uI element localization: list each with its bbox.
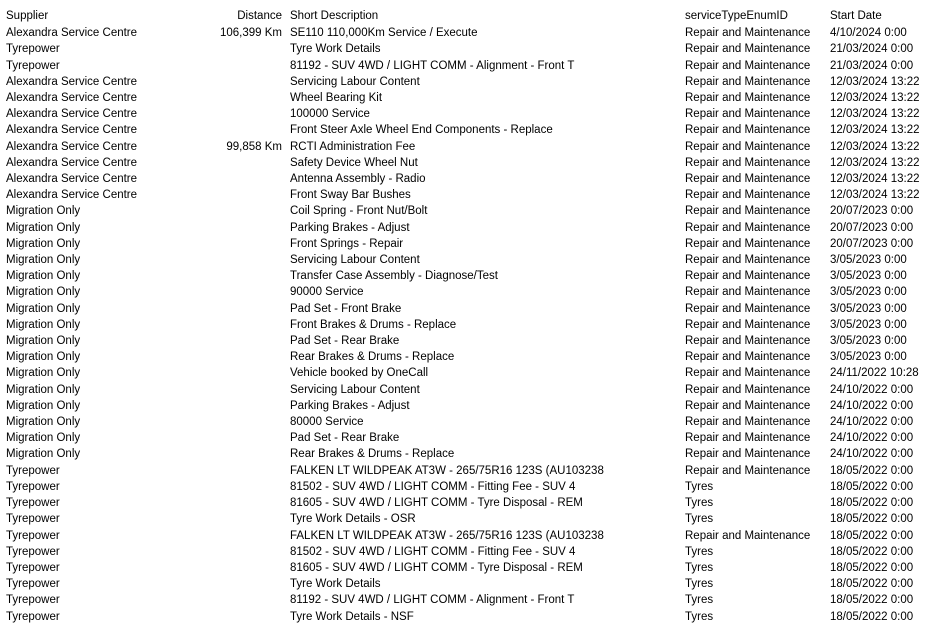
cell-service-type: Repair and Maintenance — [685, 59, 811, 72]
cell-distance — [218, 171, 290, 187]
cell-distance — [218, 90, 290, 106]
cell-short-description: 81605 - SUV 4WD / LIGHT COMM - Tyre Disposal - REM — [290, 497, 583, 510]
cell-service-type: Repair and Maintenance — [685, 124, 811, 137]
cell-start-date: 24/10/2022 0:00 — [830, 383, 914, 396]
cell-supplier: Migration Only — [6, 416, 81, 429]
cell-distance — [218, 268, 290, 284]
cell-distance — [218, 41, 290, 57]
cell-service-type: Repair and Maintenance — [685, 448, 811, 461]
cell-service-type: Repair and Maintenance — [685, 318, 811, 331]
cell-start-date: 24/10/2022 0:00 — [830, 448, 914, 461]
cell-start-date: 3/05/2023 0:00 — [830, 351, 907, 364]
table-row[interactable] — [6, 155, 940, 171]
cell-supplier: Tyrepower — [6, 59, 60, 72]
cell-start-date: 20/07/2023 0:00 — [830, 205, 914, 218]
table-row[interactable] — [6, 74, 940, 90]
cell-distance — [218, 495, 290, 511]
cell-distance — [218, 317, 290, 333]
cell-short-description: Tyre Work Details - OSR — [290, 513, 416, 526]
cell-service-type: Repair and Maintenance — [685, 302, 811, 315]
cell-supplier: Tyrepower — [6, 513, 60, 526]
cell-distance — [218, 74, 290, 90]
cell-start-date: 12/03/2024 13:22 — [830, 75, 920, 88]
cell-start-date: 24/10/2022 0:00 — [830, 432, 914, 445]
cell-start-date: 12/03/2024 13:22 — [830, 92, 920, 105]
table-row[interactable] — [6, 365, 940, 381]
table-header — [6, 8, 940, 25]
cell-start-date: 12/03/2024 13:22 — [830, 189, 920, 202]
cell-start-date: 18/05/2022 0:00 — [830, 480, 914, 493]
cell-start-date: 12/03/2024 13:22 — [830, 108, 920, 121]
cell-start-date: 12/03/2024 13:22 — [830, 156, 920, 169]
table-row[interactable] — [6, 430, 940, 446]
cell-supplier: Migration Only — [6, 432, 81, 445]
cell-service-type: Repair and Maintenance — [685, 367, 811, 380]
cell-start-date: 12/03/2024 13:22 — [830, 124, 920, 137]
cell-short-description: 81192 - SUV 4WD / LIGHT COMM - Alignment - Front T — [290, 594, 575, 607]
cell-start-date: 20/07/2023 0:00 — [830, 221, 914, 234]
cell-distance — [218, 220, 290, 236]
cell-short-description: Pad Set - Front Brake — [290, 302, 402, 315]
cell-distance — [218, 479, 290, 495]
cell-supplier: Alexandra Service Centre — [6, 156, 138, 169]
cell-supplier: Tyrepower — [6, 594, 60, 607]
cell-distance — [218, 122, 290, 138]
cell-start-date: 18/05/2022 0:00 — [830, 578, 914, 591]
cell-supplier: Tyrepower — [6, 610, 60, 623]
column-header-supplier: Supplier — [6, 10, 49, 22]
cell-distance — [218, 187, 290, 203]
cell-short-description: Servicing Labour Content — [290, 254, 420, 267]
cell-service-type: Repair and Maintenance — [685, 156, 811, 169]
table-row[interactable] — [6, 106, 940, 122]
cell-short-description: Tyre Work Details — [290, 43, 381, 56]
cell-supplier: Migration Only — [6, 448, 81, 461]
cell-short-description: Wheel Bearing Kit — [290, 92, 383, 105]
service-history-table — [6, 8, 940, 625]
cell-service-type: Repair and Maintenance — [685, 43, 811, 56]
cell-supplier: Migration Only — [6, 367, 81, 380]
cell-supplier: Tyrepower — [6, 545, 60, 558]
cell-distance — [218, 528, 290, 544]
table-row[interactable] — [6, 382, 940, 398]
cell-supplier: Migration Only — [6, 221, 81, 234]
cell-start-date: 12/03/2024 13:22 — [830, 173, 920, 186]
cell-service-type: Repair and Maintenance — [685, 416, 811, 429]
cell-service-type: Repair and Maintenance — [685, 351, 811, 364]
cell-service-type: Repair and Maintenance — [685, 432, 811, 445]
cell-short-description: 81502 - SUV 4WD / LIGHT COMM - Fitting Fee - SUV 4 — [290, 545, 576, 558]
cell-short-description: 81502 - SUV 4WD / LIGHT COMM - Fitting Fee - SUV 4 — [290, 480, 576, 493]
cell-distance — [218, 592, 290, 608]
table-row[interactable] — [6, 495, 940, 511]
cell-supplier: Migration Only — [6, 270, 81, 283]
cell-short-description: Rear Brakes & Drums - Replace — [290, 351, 455, 364]
cell-distance — [218, 203, 290, 219]
cell-start-date: 18/05/2022 0:00 — [830, 594, 914, 607]
table-row[interactable] — [6, 187, 940, 203]
cell-service-type: Repair and Maintenance — [685, 254, 811, 267]
cell-short-description: Servicing Labour Content — [290, 75, 420, 88]
cell-service-type: Tyres — [685, 545, 714, 558]
cell-service-type: Repair and Maintenance — [685, 221, 811, 234]
cell-distance — [218, 414, 290, 430]
cell-supplier: Migration Only — [6, 237, 81, 250]
cell-supplier: Alexandra Service Centre — [6, 173, 138, 186]
cell-service-type: Tyres — [685, 480, 714, 493]
cell-start-date: 21/03/2024 0:00 — [830, 59, 914, 72]
cell-start-date: 18/05/2022 0:00 — [830, 513, 914, 526]
table-header-row — [6, 8, 940, 25]
cell-start-date: 21/03/2024 0:00 — [830, 43, 914, 56]
cell-supplier: Migration Only — [6, 335, 81, 348]
table-row[interactable] — [6, 446, 940, 462]
cell-service-type: Tyres — [685, 610, 714, 623]
cell-short-description: Servicing Labour Content — [290, 383, 420, 396]
cell-start-date: 24/10/2022 0:00 — [830, 416, 914, 429]
cell-service-type: Repair and Maintenance — [685, 92, 811, 105]
table-row[interactable] — [6, 349, 940, 365]
cell-supplier: Migration Only — [6, 302, 81, 315]
cell-service-type: Repair and Maintenance — [685, 529, 811, 542]
cell-supplier: Tyrepower — [6, 497, 60, 510]
cell-supplier: Alexandra Service Centre — [6, 108, 138, 121]
table-row[interactable] — [6, 171, 940, 187]
table-row[interactable] — [6, 90, 940, 106]
cell-distance — [218, 236, 290, 252]
cell-distance — [218, 576, 290, 592]
table-row[interactable] — [6, 220, 940, 236]
cell-short-description: Tyre Work Details — [290, 578, 381, 591]
cell-service-type: Repair and Maintenance — [685, 286, 811, 299]
cell-short-description: Front Sway Bar Bushes — [290, 189, 411, 202]
table-row[interactable] — [6, 139, 940, 155]
cell-short-description: 81605 - SUV 4WD / LIGHT COMM - Tyre Disposal - REM — [290, 561, 583, 574]
cell-supplier: Tyrepower — [6, 464, 60, 477]
cell-service-type: Repair and Maintenance — [685, 270, 811, 283]
cell-start-date: 4/10/2024 0:00 — [830, 27, 907, 40]
cell-distance: 106,399 Km — [219, 27, 282, 40]
cell-service-type: Repair and Maintenance — [685, 205, 811, 218]
cell-service-type: Repair and Maintenance — [685, 237, 811, 250]
cell-start-date: 24/10/2022 0:00 — [830, 399, 914, 412]
cell-start-date: 3/05/2023 0:00 — [830, 254, 907, 267]
cell-supplier: Tyrepower — [6, 561, 60, 574]
cell-supplier: Migration Only — [6, 286, 81, 299]
cell-service-type: Repair and Maintenance — [685, 75, 811, 88]
cell-start-date: 18/05/2022 0:00 — [830, 464, 914, 477]
cell-service-type: Repair and Maintenance — [685, 27, 811, 40]
cell-short-description: Tyre Work Details - NSF — [290, 610, 414, 623]
cell-start-date: 18/05/2022 0:00 — [830, 610, 914, 623]
cell-service-type: Repair and Maintenance — [685, 108, 811, 121]
cell-short-description: Parking Brakes - Adjust — [290, 221, 410, 234]
cell-service-type: Tyres — [685, 497, 714, 510]
column-header-service-type-enum-id: serviceTypeEnumID — [685, 10, 788, 22]
cell-supplier: Alexandra Service Centre — [6, 140, 138, 153]
cell-distance — [218, 252, 290, 268]
cell-supplier: Alexandra Service Centre — [6, 124, 138, 137]
cell-distance — [218, 301, 290, 317]
cell-start-date: 18/05/2022 0:00 — [830, 529, 914, 542]
cell-short-description: 80000 Service — [290, 416, 364, 429]
table-row[interactable] — [6, 463, 940, 479]
table-row[interactable] — [6, 252, 940, 268]
cell-short-description: Front Brakes & Drums - Replace — [290, 318, 457, 331]
cell-supplier: Migration Only — [6, 351, 81, 364]
cell-supplier: Tyrepower — [6, 578, 60, 591]
table-row[interactable] — [6, 284, 940, 300]
cell-supplier: Migration Only — [6, 383, 81, 396]
column-header-short-description: Short Description — [290, 10, 379, 22]
cell-service-type: Repair and Maintenance — [685, 173, 811, 186]
cell-start-date: 18/05/2022 0:00 — [830, 545, 914, 558]
cell-distance — [218, 560, 290, 576]
table-row[interactable] — [6, 560, 940, 576]
cell-distance — [218, 446, 290, 462]
cell-service-type: Tyres — [685, 594, 714, 607]
cell-start-date: 12/03/2024 13:22 — [830, 140, 920, 153]
cell-distance — [218, 544, 290, 560]
table-row[interactable] — [6, 576, 940, 592]
cell-distance — [218, 398, 290, 414]
table-row[interactable] — [6, 122, 940, 138]
cell-start-date: 18/05/2022 0:00 — [830, 561, 914, 574]
cell-distance — [218, 106, 290, 122]
table-row[interactable] — [6, 333, 940, 349]
cell-distance — [218, 349, 290, 365]
cell-start-date: 3/05/2023 0:00 — [830, 286, 907, 299]
cell-service-type: Repair and Maintenance — [685, 399, 811, 412]
cell-supplier: Alexandra Service Centre — [6, 189, 138, 202]
cell-short-description: SE110 110,000Km Service / Execute — [290, 27, 478, 40]
cell-short-description: Coil Spring - Front Nut/Bolt — [290, 205, 428, 218]
cell-distance — [218, 382, 290, 398]
table-row[interactable] — [6, 58, 940, 74]
table-row[interactable] — [6, 592, 940, 608]
cell-distance — [218, 58, 290, 74]
cell-start-date: 24/11/2022 10:28 — [830, 367, 919, 380]
table-row[interactable] — [6, 511, 940, 527]
cell-short-description: 100000 Service — [290, 108, 370, 121]
cell-distance — [218, 609, 290, 625]
cell-supplier: Tyrepower — [6, 43, 60, 56]
cell-short-description: Parking Brakes - Adjust — [290, 399, 410, 412]
cell-short-description: FALKEN LT WILDPEAK AT3W - 265/75R16 123S (AU103238 — [290, 464, 604, 477]
cell-service-type: Tyres — [685, 561, 714, 574]
table-row[interactable] — [6, 544, 940, 560]
column-header-distance: Distance — [237, 10, 282, 22]
cell-service-type: Repair and Maintenance — [685, 464, 811, 477]
cell-short-description: Safety Device Wheel Nut — [290, 156, 418, 169]
cell-short-description: Front Steer Axle Wheel End Components - Replace — [290, 124, 553, 137]
cell-start-date: 18/05/2022 0:00 — [830, 497, 914, 510]
table-row[interactable] — [6, 479, 940, 495]
cell-distance — [218, 155, 290, 171]
cell-service-type: Tyres — [685, 578, 714, 591]
cell-short-description: RCTI Administration Fee — [290, 140, 416, 153]
cell-distance — [218, 430, 290, 446]
cell-short-description: Pad Set - Rear Brake — [290, 432, 400, 445]
table-row[interactable] — [6, 398, 940, 414]
table-row[interactable] — [6, 268, 940, 284]
cell-supplier: Migration Only — [6, 205, 81, 218]
cell-start-date: 3/05/2023 0:00 — [830, 270, 907, 283]
cell-supplier: Alexandra Service Centre — [6, 92, 138, 105]
cell-supplier: Migration Only — [6, 399, 81, 412]
cell-start-date: 3/05/2023 0:00 — [830, 335, 907, 348]
cell-distance — [218, 463, 290, 479]
cell-distance — [218, 333, 290, 349]
cell-supplier: Migration Only — [6, 254, 81, 267]
cell-start-date: 3/05/2023 0:00 — [830, 318, 907, 331]
cell-service-type: Repair and Maintenance — [685, 383, 811, 396]
cell-short-description: Vehicle booked by OneCall — [290, 367, 429, 380]
cell-service-type: Tyres — [685, 513, 714, 526]
table-row[interactable] — [6, 41, 940, 57]
table-row[interactable] — [6, 609, 940, 625]
cell-short-description: Rear Brakes & Drums - Replace — [290, 448, 455, 461]
cell-supplier: Tyrepower — [6, 529, 60, 542]
cell-service-type: Repair and Maintenance — [685, 189, 811, 202]
cell-short-description: FALKEN LT WILDPEAK AT3W - 265/75R16 123S (AU103238 — [290, 529, 604, 542]
cell-distance — [218, 365, 290, 381]
table-row[interactable] — [6, 203, 940, 219]
cell-short-description: 81192 - SUV 4WD / LIGHT COMM - Alignment - Front T — [290, 59, 575, 72]
cell-service-type: Repair and Maintenance — [685, 335, 811, 348]
cell-distance — [218, 284, 290, 300]
table-row[interactable] — [6, 317, 940, 333]
cell-supplier: Migration Only — [6, 318, 81, 331]
table-row[interactable] — [6, 414, 940, 430]
table-row[interactable] — [6, 301, 940, 317]
cell-short-description: Front Springs - Repair — [290, 237, 404, 250]
cell-supplier: Alexandra Service Centre — [6, 75, 138, 88]
table-row[interactable] — [6, 528, 940, 544]
cell-supplier: Tyrepower — [6, 480, 60, 493]
cell-short-description: Transfer Case Assembly - Diagnose/Test — [290, 270, 498, 283]
table-body — [6, 25, 940, 625]
cell-supplier: Alexandra Service Centre — [6, 27, 138, 40]
cell-short-description: 90000 Service — [290, 286, 364, 299]
table-row[interactable] — [6, 236, 940, 252]
table-row[interactable] — [6, 25, 940, 41]
column-header-start-date: Start Date — [830, 10, 882, 22]
cell-start-date: 3/05/2023 0:00 — [830, 302, 907, 315]
cell-start-date: 20/07/2023 0:00 — [830, 237, 914, 250]
cell-distance: 99,858 Km — [226, 140, 282, 153]
cell-service-type: Repair and Maintenance — [685, 140, 811, 153]
cell-short-description: Antenna Assembly - Radio — [290, 173, 426, 186]
cell-short-description: Pad Set - Rear Brake — [290, 335, 400, 348]
cell-distance — [218, 511, 290, 527]
